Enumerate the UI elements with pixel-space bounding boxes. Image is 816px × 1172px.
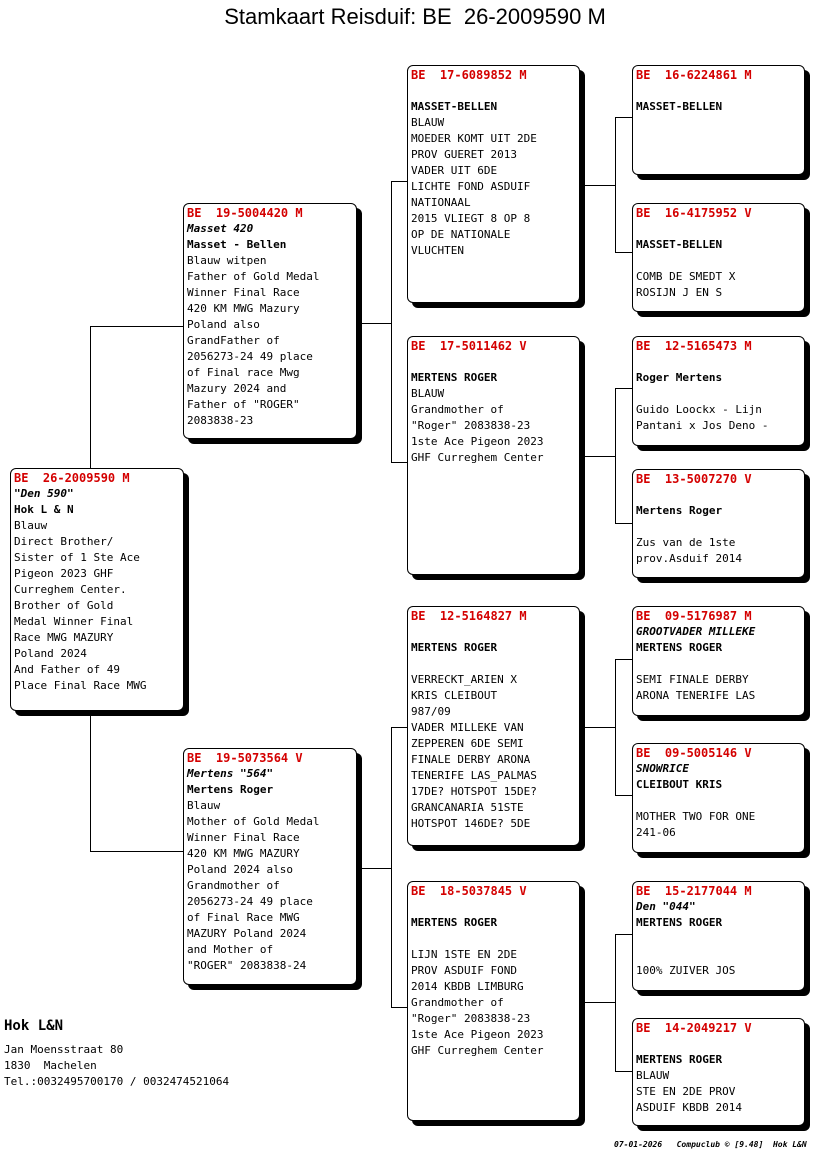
connector-line <box>615 659 632 660</box>
pigeon-info-line: and Mother of <box>187 943 274 956</box>
pigeon-info-line: Grandmother of <box>411 403 504 416</box>
pigeon-card-father-father[interactable] <box>407 65 580 303</box>
pigeon-info-line: Grandmother of <box>187 879 280 892</box>
pigeon-card-father[interactable] <box>183 203 357 439</box>
pigeon-info-line: "Roger" 2083838-23 <box>411 419 531 432</box>
ring-number: BE 19-5004420 M <box>187 206 303 220</box>
pigeon-info-line <box>636 947 801 963</box>
pigeon-info-line <box>411 931 576 947</box>
pigeon-card-fmf[interactable] <box>632 336 805 446</box>
pigeon-info-line: BLAUW <box>411 387 445 400</box>
pigeon-info-line: Mazury 2024 and <box>187 382 287 395</box>
pigeon-info-line <box>636 1036 801 1052</box>
pigeon-info-line: KRIS CLEIBOUT <box>411 689 498 702</box>
footer-phone: Tel.:0032495700170 / 0032474521064 <box>4 1075 230 1088</box>
connector-line <box>615 523 632 524</box>
pigeon-owner: Hok L & N <box>14 503 74 516</box>
connector-line <box>90 326 184 327</box>
pigeon-card-mother-mother[interactable] <box>407 881 580 1121</box>
print-stamp: 07-01-2026 Compuclub © [9.48] Hok L&N <box>614 1140 807 1149</box>
pigeon-info-line: LICHTE FOND ASDUIF <box>411 180 531 193</box>
pigeon-info-line: BLAUW <box>411 116 445 129</box>
pigeon-card-mmm[interactable] <box>632 1018 805 1126</box>
pigeon-info-line: MAZURY Poland 2024 <box>187 927 307 940</box>
connector-line <box>90 712 91 852</box>
pigeon-info-line <box>636 221 801 237</box>
pigeon-info-line: Grandmother of <box>411 996 504 1009</box>
pigeon-info-line <box>636 931 801 947</box>
pigeon-info-line: Guido Loockx - Lijn <box>636 403 762 416</box>
pigeon-info-line <box>636 519 801 535</box>
pigeon-info-line <box>636 793 801 809</box>
connector-line <box>585 185 616 186</box>
pigeon-info-line: VADER UIT 6DE <box>411 164 498 177</box>
connector-line <box>391 1007 407 1008</box>
connector-line <box>362 868 392 869</box>
pigeon-card-fmm[interactable] <box>632 469 805 578</box>
pigeon-info-line: Winner Final Race <box>187 831 300 844</box>
pigeon-info-line: 2083838-23 <box>187 414 254 427</box>
pigeon-info-line: HOTSPOT 146DE? 5DE <box>411 817 531 830</box>
connector-line <box>90 851 184 852</box>
pigeon-owner: MERTENS ROGER <box>411 916 498 929</box>
pigeon-info-line <box>411 899 576 915</box>
ring-number: BE 09-5005146 V <box>636 746 752 760</box>
pigeon-info-line: And Father of 49 <box>14 663 120 676</box>
pigeon-owner: Mertens Roger <box>636 504 723 517</box>
pigeon-owner: MERTENS ROGER <box>411 641 498 654</box>
pigeon-owner: MASSET-BELLEN <box>411 100 498 113</box>
pigeon-info-line: ARONA TENERIFE LAS <box>636 689 756 702</box>
connector-line <box>615 388 616 524</box>
pigeon-info-line: COMB DE SMEDT X <box>636 270 736 283</box>
connector-line <box>90 326 91 468</box>
connector-line <box>615 117 632 118</box>
pigeon-info-line: GrandFather of <box>187 334 280 347</box>
pigeon-nickname: "Den 590" <box>14 487 74 500</box>
pigeon-info-line: TENERIFE LAS_PALMAS <box>411 769 537 782</box>
pigeon-info-line: 100% ZUIVER JOS <box>636 964 736 977</box>
ring-number: BE 12-5165473 M <box>636 339 752 353</box>
connector-line <box>391 181 407 182</box>
pigeon-info-line: of Final race Mwg <box>187 366 300 379</box>
pigeon-card-mmf[interactable] <box>632 881 805 991</box>
connector-line <box>615 934 632 935</box>
pigeon-info-line: ZEPPEREN 6DE SEMI <box>411 737 524 750</box>
pigeon-info-line: Blauw <box>187 799 221 812</box>
pigeon-info-line: BLAUW <box>636 1069 670 1082</box>
connector-line <box>615 388 632 389</box>
connector-line <box>585 456 616 457</box>
connector-line <box>615 252 632 253</box>
ring-number: BE 14-2049217 V <box>636 1021 752 1035</box>
pigeon-info-line: OP DE NATIONALE <box>411 228 511 241</box>
pigeon-info-line: Poland also <box>187 318 260 331</box>
pigeon-card-mff[interactable] <box>632 606 805 716</box>
pigeon-info-line: Poland 2024 also <box>187 863 293 876</box>
pigeon-info-line: MOTHER TWO FOR ONE <box>636 810 756 823</box>
pigeon-card-fff[interactable] <box>632 65 805 175</box>
pigeon-info-line <box>636 354 801 370</box>
connector-line <box>615 795 632 796</box>
pigeon-info-line <box>411 354 576 370</box>
pigeon-info-line: 987/09 <box>411 705 451 718</box>
ring-number: BE 17-5011462 V <box>411 339 527 353</box>
pigeon-info-line: 2015 VLIEGT 8 OP 8 <box>411 212 531 225</box>
pigeon-info-line <box>411 624 576 640</box>
pigeon-info-line: MOEDER KOMT UIT 2DE <box>411 132 537 145</box>
pigeon-info-line: GHF Curreghem Center <box>411 451 544 464</box>
pigeon-card-subject[interactable] <box>10 468 184 711</box>
pigeon-info-line: of Final Race MWG <box>187 911 300 924</box>
pigeon-card-ffm[interactable] <box>632 203 805 312</box>
pigeon-info-line: "ROGER" 2083838-24 <box>187 959 307 972</box>
pigeon-info-line: GRANCANARIA 51STE <box>411 801 524 814</box>
connector-line <box>391 462 407 463</box>
pigeon-info-line: VADER MILLEKE VAN <box>411 721 524 734</box>
ring-number: BE 17-6089852 M <box>411 68 527 82</box>
ring-number: BE 13-5007270 V <box>636 472 752 486</box>
pigeon-info-line <box>636 656 801 672</box>
pigeon-info-line: Race MWG MAZURY <box>14 631 114 644</box>
pigeon-owner: Mertens Roger <box>187 783 274 796</box>
pigeon-info-line: Brother of Gold <box>14 599 114 612</box>
footer-city: 1830 Machelen <box>4 1059 97 1072</box>
pigeon-info-line: 2056273-24 49 place <box>187 350 313 363</box>
pigeon-info-line <box>411 83 576 99</box>
pigeon-info-line: 1ste Ace Pigeon 2023 <box>411 435 544 448</box>
pigeon-nickname: Mertens "564" <box>187 767 274 780</box>
pigeon-info-line: NATIONAAL <box>411 196 471 209</box>
pigeon-owner: MASSET-BELLEN <box>636 100 723 113</box>
pigeon-nickname: Masset 420 <box>187 222 254 235</box>
pigeon-owner: MERTENS ROGER <box>411 371 498 384</box>
pigeon-info-line: Place Final Race MWG <box>14 679 147 692</box>
pigeon-info-line: Curreghem Center. <box>14 583 127 596</box>
pigeon-owner: CLEIBOUT KRIS <box>636 778 723 791</box>
pigeon-info-line: GHF Curreghem Center <box>411 1044 544 1057</box>
footer-address: Jan Moensstraat 80 <box>4 1043 124 1056</box>
connector-line <box>391 727 392 1008</box>
ring-number: BE 18-5037845 V <box>411 884 527 898</box>
pigeon-owner: Roger Mertens <box>636 371 723 384</box>
ring-number: BE 19-5073564 V <box>187 751 303 765</box>
pigeon-info-line <box>411 656 576 672</box>
pigeon-owner: MERTENS ROGER <box>636 916 723 929</box>
pigeon-info-line: 241-06 <box>636 826 676 839</box>
connector-line <box>615 659 616 796</box>
ring-number: BE 09-5176987 M <box>636 609 752 623</box>
pigeon-info-line: 2014 KBDB LIMBURG <box>411 980 524 993</box>
pigeon-owner: MASSET-BELLEN <box>636 238 723 251</box>
pigeon-info-line <box>636 386 801 402</box>
pigeon-info-line: PROV ASDUIF FOND <box>411 964 517 977</box>
pigeon-card-mother-father[interactable] <box>407 606 580 846</box>
pigeon-info-line: 17DE? HOTSPOT 15DE? <box>411 785 537 798</box>
ring-number: BE 12-5164827 M <box>411 609 527 623</box>
ring-number: BE 16-4175952 V <box>636 206 752 220</box>
pigeon-info-line: 1ste Ace Pigeon 2023 <box>411 1028 544 1041</box>
pigeon-info-line: FINALE DERBY ARONA <box>411 753 531 766</box>
pigeon-owner: Masset - Bellen <box>187 238 287 251</box>
footer-owner: Hok L&N <box>4 1018 64 1034</box>
connector-line <box>362 323 392 324</box>
pigeon-info-line: Father of Gold Medal <box>187 270 320 283</box>
pigeon-info-line <box>636 253 801 269</box>
pigeon-info-line: Pantani x Jos Deno - <box>636 419 769 432</box>
pigeon-card-father-mother[interactable] <box>407 336 580 575</box>
connector-line <box>615 1071 632 1072</box>
pigeon-info-line: Direct Brother/ <box>14 535 114 548</box>
connector-line <box>585 1002 616 1003</box>
ring-number: BE 16-6224861 M <box>636 68 752 82</box>
pigeon-card-mfm[interactable] <box>632 743 805 853</box>
connector-line <box>391 181 392 463</box>
pigeon-nickname: GROOTVADER MILLEKE <box>636 625 756 638</box>
pigeon-info-line: Blauw witpen <box>187 254 267 267</box>
pigeon-info-line <box>636 487 801 503</box>
pigeon-info-line: "Roger" 2083838-23 <box>411 1012 531 1025</box>
pigeon-info-line: Pigeon 2023 GHF <box>14 567 114 580</box>
pigeon-info-line: 420 KM MWG MAZURY <box>187 847 300 860</box>
pigeon-info-line: STE EN 2DE PROV <box>636 1085 736 1098</box>
pigeon-info-line: Mother of Gold Medal <box>187 815 320 828</box>
pigeon-nickname: Den "044" <box>636 900 696 913</box>
pigeon-info-line: 2056273-24 49 place <box>187 895 313 908</box>
pigeon-owner: MERTENS ROGER <box>636 1053 723 1066</box>
pigeon-info-line: Zus van de 1ste <box>636 536 736 549</box>
pigeon-info-line: PROV GUERET 2013 <box>411 148 517 161</box>
pigeon-nickname: SNOWRICE <box>636 762 689 775</box>
connector-line <box>615 117 616 253</box>
pigeon-info-line: Father of "ROGER" <box>187 398 300 411</box>
ring-number: BE 26-2009590 M <box>14 471 130 485</box>
connector-line <box>585 727 616 728</box>
pigeon-owner: MERTENS ROGER <box>636 641 723 654</box>
pigeon-info-line <box>636 83 801 99</box>
pigeon-info-line: Medal Winner Final <box>14 615 134 628</box>
pigeon-info-line: VERRECKT_ARIEN X <box>411 673 517 686</box>
pigeon-info-line: Poland 2024 <box>14 647 87 660</box>
ring-number: BE 15-2177044 M <box>636 884 752 898</box>
pigeon-info-line: ASDUIF KBDB 2014 <box>636 1101 742 1114</box>
pigeon-info-line: LIJN 1STE EN 2DE <box>411 948 517 961</box>
connector-line <box>615 934 616 1072</box>
pigeon-card-mother[interactable] <box>183 748 357 985</box>
pigeon-info-line: Winner Final Race <box>187 286 300 299</box>
pigeon-info-line: ROSIJN J EN S <box>636 286 723 299</box>
connector-line <box>391 727 407 728</box>
page-title: Stamkaart Reisduif: BE 26-2009590 M <box>224 4 606 29</box>
pigeon-info-line: Blauw <box>14 519 48 532</box>
pigeon-info-line: 420 KM MWG Mazury <box>187 302 300 315</box>
pigeon-info-line: VLUCHTEN <box>411 244 464 257</box>
pigeon-info-line: SEMI FINALE DERBY <box>636 673 749 686</box>
pigeon-info-line: prov.Asduif 2014 <box>636 552 742 565</box>
pigeon-info-line: Sister of 1 Ste Ace <box>14 551 140 564</box>
